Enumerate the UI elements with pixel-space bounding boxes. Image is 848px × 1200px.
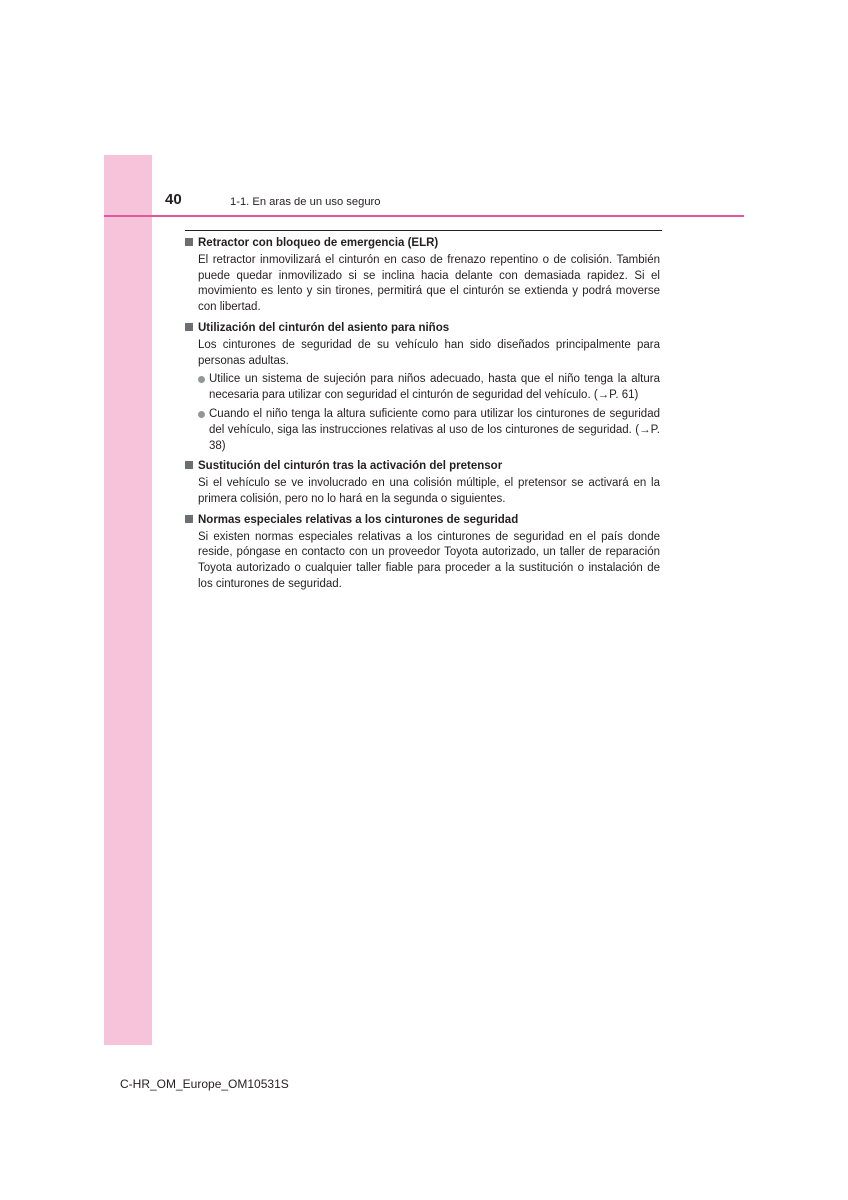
section-heading-text: Retractor con bloqueo de emergencia (ELR)	[198, 237, 439, 249]
square-bullet-icon	[185, 461, 193, 469]
header-rule	[104, 215, 744, 217]
section-heading-text: Sustitución del cinturón tras la activación del pretensor	[198, 460, 503, 473]
footer-code: C-HR_OM_Europe_OM10531S	[120, 1077, 289, 1091]
section-heading	[185, 321, 660, 337]
square-bullet-icon	[185, 238, 193, 246]
square-bullet-icon	[185, 323, 193, 331]
page-number: 40	[165, 191, 182, 208]
section-special-rules	[185, 513, 660, 593]
list-item	[198, 407, 660, 454]
square-bullet-icon	[185, 515, 193, 523]
content-rule	[185, 230, 662, 231]
side-band	[104, 155, 152, 1045]
section-elr	[185, 236, 660, 316]
section-body: El retractor inmovilizará el cinturón en caso de frenazo repentino o de colisión. También puede quedar inmovilizado si se inclina hacia delante con demasiada rapidez. Si el movimiento es lento y sin tirones, permitirá que el cinturón se extienda y podrá moverse con libertad.	[198, 253, 660, 314]
content	[185, 236, 660, 598]
section-heading	[185, 459, 660, 475]
list-item	[198, 372, 660, 404]
section-body: Si el vehículo se ve involucrado en una colisión múltiple, el pretensor se activará en la primera colisión, pero no lo hará en la segunda o siguientes.	[198, 477, 660, 505]
section-title: 1-1. En aras de un uso seguro	[230, 196, 381, 208]
section-body: Si existen normas especiales relativas a los cinturones de seguridad en el país donde reside, póngase en contacto con un proveedor Toyota autorizado, un taller de reparación Toyota autorizado o cualquier taller fiable para proceder a la sustitución o instalación de los cinturones de seguridad.	[198, 530, 660, 590]
section-heading-text: Utilización del cinturón del asiento para niños	[198, 321, 450, 334]
list-item-text: Cuando el niño tenga la altura suficiente como para utilizar los cinturones de seguridad del vehículo, siga las instrucciones relativas al uso de los cinturones de seguridad. (→P. 38)	[209, 407, 660, 452]
section-child-belt	[185, 321, 660, 454]
circle-bullet-icon	[198, 376, 205, 383]
circle-bullet-icon	[198, 411, 205, 418]
list-item-text: Utilice un sistema de sujeción para niños adecuado, hasta que el niño tenga la altura necesaria para utilizar con seguridad el cinturón de seguridad del vehículo. (→P. 61)	[209, 373, 660, 402]
section-body: Los cinturones de seguridad de su vehículo han sido diseñados principalmente para personas adultas.	[198, 338, 660, 367]
section-heading-text: Normas especiales relativas a los cinturones de seguridad	[198, 513, 519, 526]
section-heading	[185, 236, 660, 252]
section-pretensioner	[185, 459, 660, 507]
section-heading	[185, 513, 660, 529]
